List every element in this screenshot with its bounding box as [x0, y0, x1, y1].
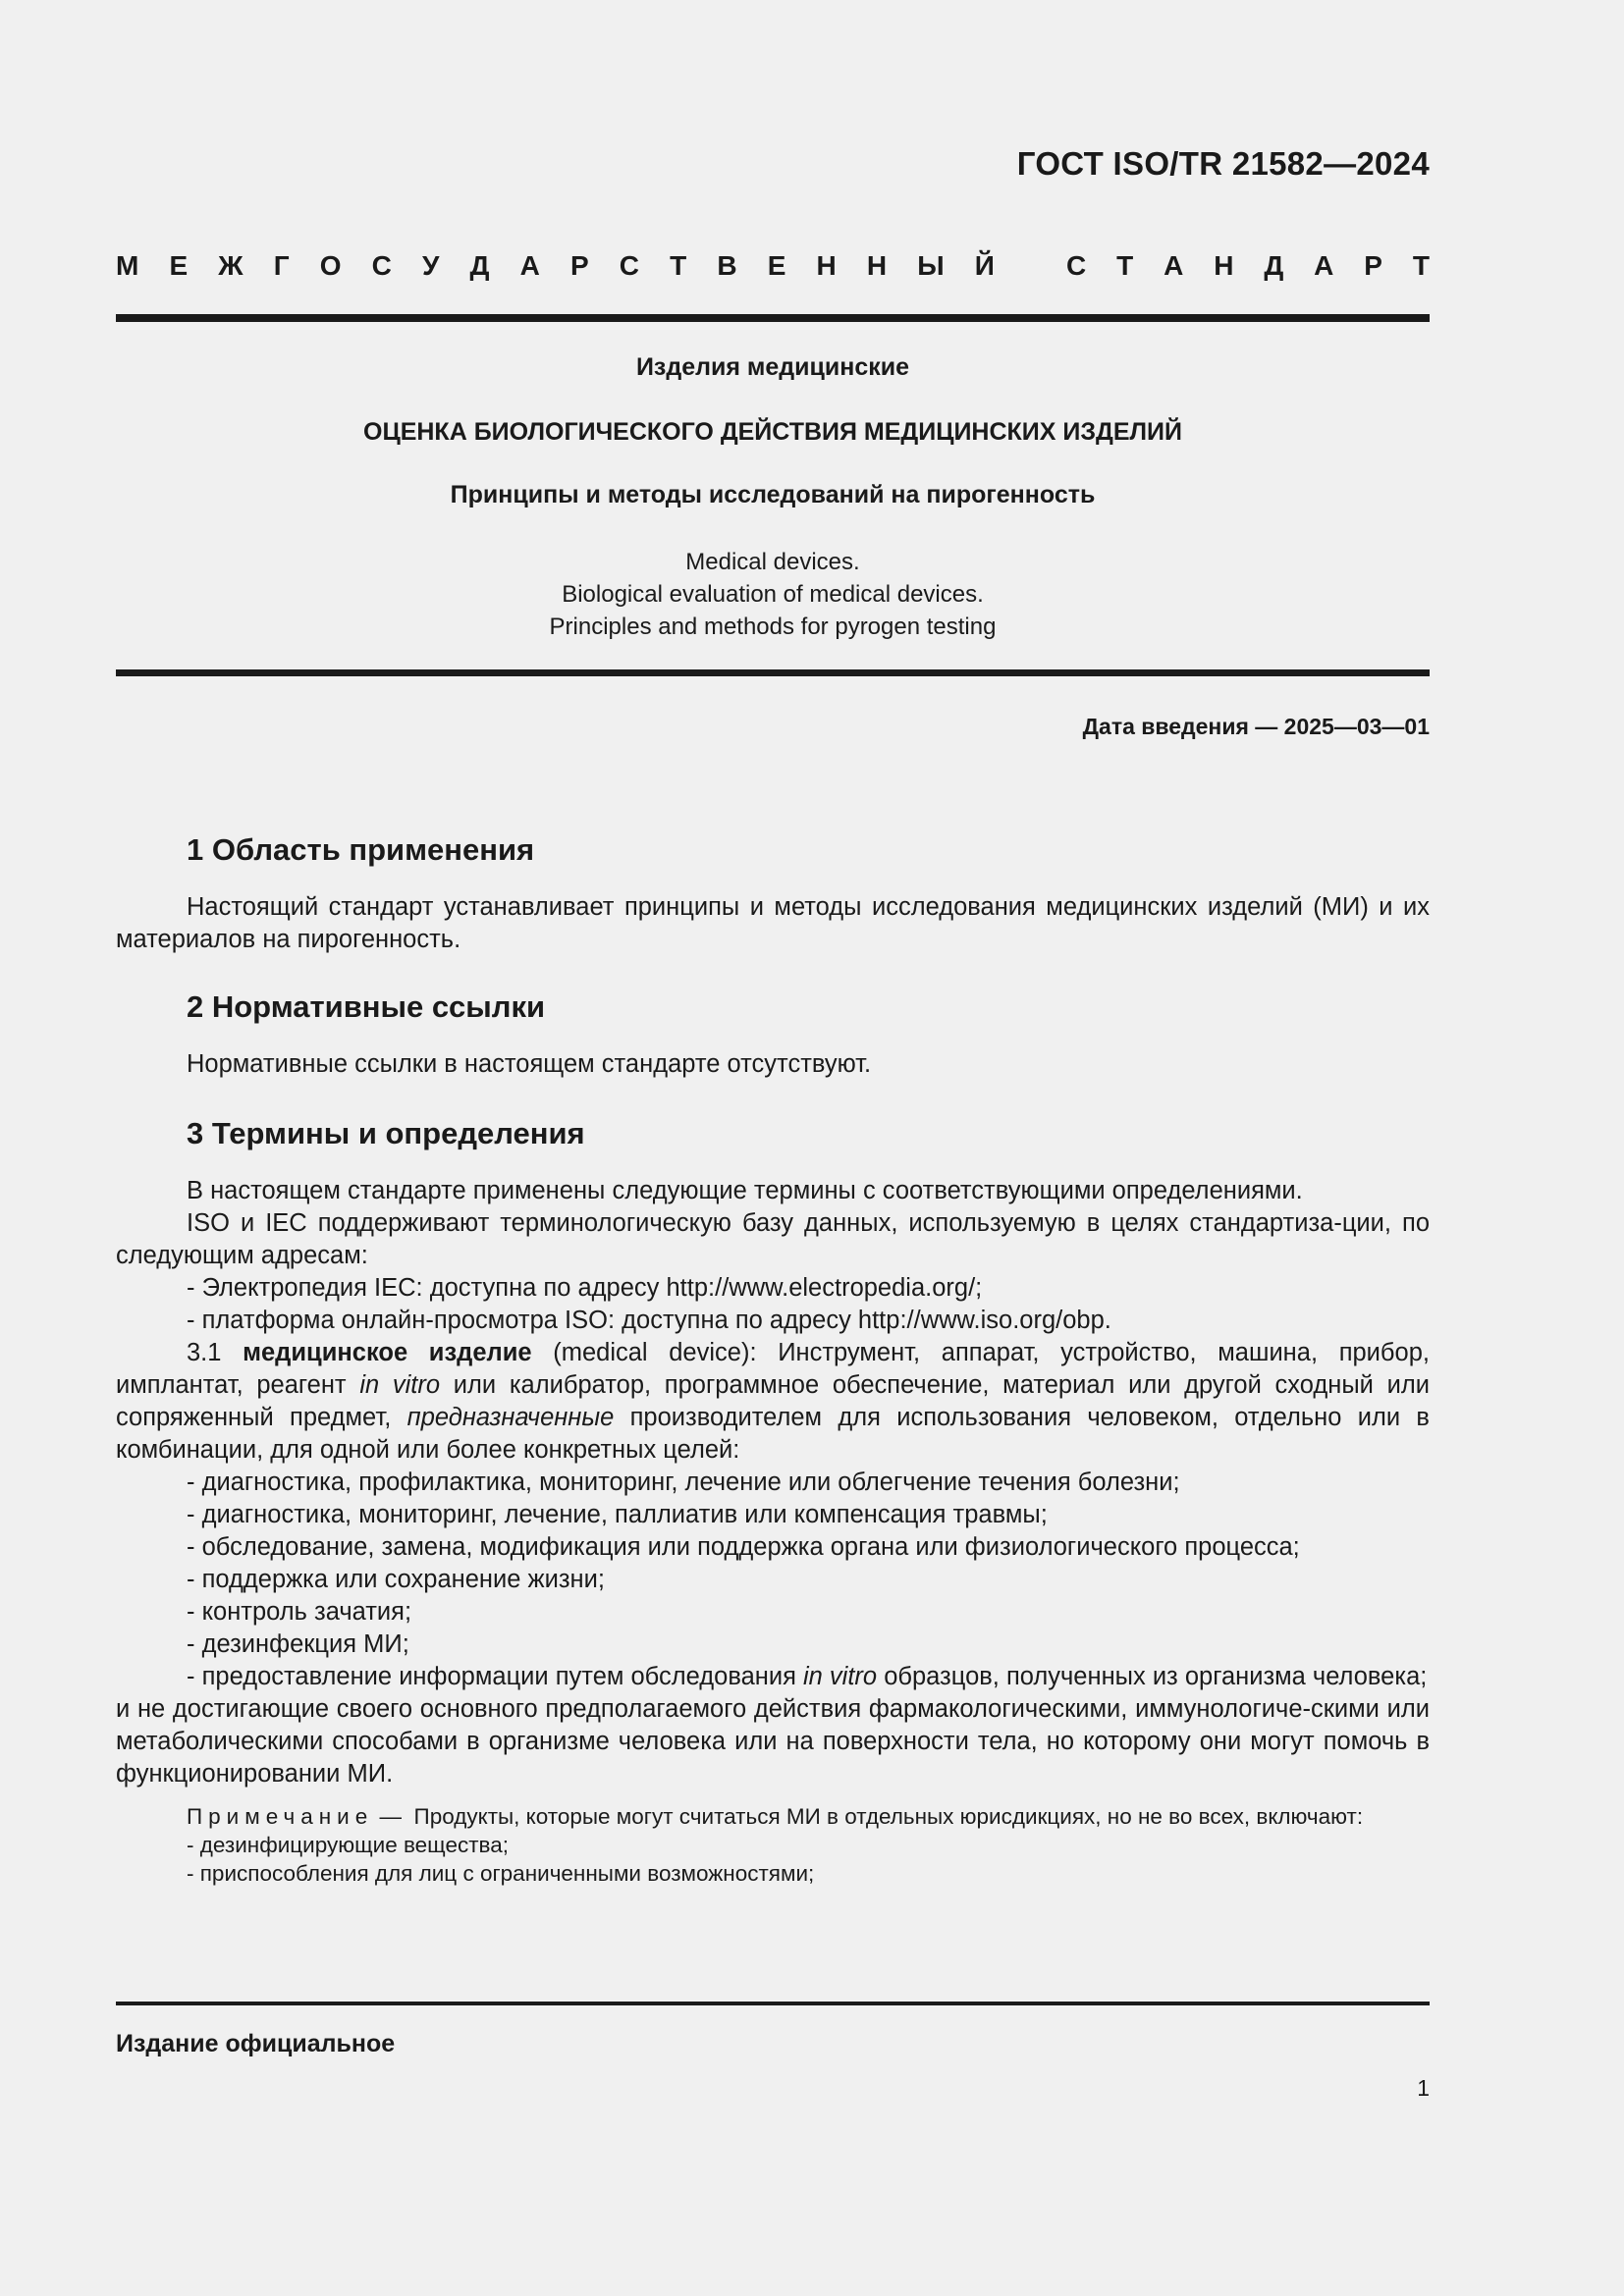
banner-letter: В	[717, 250, 737, 281]
banner-letter: Й	[974, 250, 995, 281]
title-rule	[116, 669, 1430, 676]
banner-letter: Д	[469, 250, 490, 281]
page-number: 1	[1417, 2075, 1430, 2101]
banner-letter: Е	[767, 250, 786, 281]
term-text: производителем для использования человеком, отдельно или в комбинации, для одной или более конкретных целей:	[116, 1404, 1430, 1464]
banner-letter: Н	[866, 250, 888, 281]
banner-word-interstate	[116, 250, 995, 282]
term-number: 3.1	[187, 1339, 222, 1366]
list-item	[116, 1661, 1430, 1693]
section-2-body	[116, 1048, 1430, 1081]
section-2-heading: 2 Нормативные ссылки	[187, 989, 546, 1024]
banner-letter: Т	[670, 250, 687, 281]
section-1-body	[116, 891, 1430, 956]
standard-number: ГОСТ ISO/TR 21582—2024	[1016, 145, 1430, 182]
title-sub: Принципы и методы исследований на пирогенность	[450, 481, 1096, 508]
paragraph: ISO и IEC поддерживают терминологическую базу данных, используемую в целях стандартиза-ции, по следующим адресам:	[116, 1209, 1430, 1269]
note-item: - дезинфицирующие вещества;	[187, 1833, 509, 1857]
paragraph: Нормативные ссылки в настоящем стандарте отсутствуют.	[187, 1050, 872, 1078]
banner-letter: С	[1066, 250, 1087, 281]
note-text: Продукты, которые могут считаться МИ в отдельных юрисдикциях, но не во всех, включают:	[413, 1804, 1364, 1829]
term-definition	[116, 1337, 1430, 1467]
banner-letter: Р	[1364, 250, 1382, 281]
note-dash: —	[379, 1804, 402, 1829]
list-item-text: - предоставление информации путем обследования	[187, 1663, 796, 1690]
header-rule	[116, 314, 1430, 322]
banner-letter: Т	[1412, 250, 1430, 281]
term-text: (medical device): Инструмент, аппарат, устройство, машина, прибор, имплантат, реагент	[116, 1339, 1430, 1399]
list-item: - поддержка или сохранение жизни;	[187, 1566, 605, 1593]
term: медицинское изделие	[243, 1339, 532, 1366]
official-edition: Издание официальное	[116, 2030, 396, 2057]
banner-letter: А	[1314, 250, 1334, 281]
note	[116, 1802, 1430, 1888]
banner-letter: Т	[1116, 250, 1134, 281]
list-item: - дезинфекция МИ;	[187, 1630, 409, 1658]
title-english-line: Medical devices.	[685, 549, 860, 575]
banner-letter: Р	[569, 250, 589, 281]
note-label: Примечание	[187, 1804, 374, 1829]
banner-letter: Е	[169, 250, 189, 281]
banner-letter: С	[371, 250, 392, 281]
in-vitro-term: in vitro	[359, 1371, 441, 1399]
title-english	[116, 546, 1430, 643]
paragraph: В настоящем стандарте применены следующие термины с соответствующими определениями.	[187, 1177, 1303, 1204]
paragraph: и не достигающие своего основного предполагаемого действия фармакологическими, иммунологиче-скими или метаболическими способами в организме человека или на поверхности тела, но которому они могут помочь в функционировании МИ.	[116, 1695, 1430, 1788]
interstate-standard-banner	[116, 250, 1430, 282]
list-item: - обследование, замена, модификация или поддержка органа или физиологического процесса;	[187, 1533, 1300, 1561]
list-item: - Электропедия IEC: доступна по адресу http://www.electropedia.org/;	[187, 1274, 983, 1302]
note-item: - приспособления для лиц с ограниченными возможностями;	[187, 1861, 815, 1886]
banner-letter: А	[1164, 250, 1184, 281]
banner-letter: Ж	[218, 250, 244, 281]
title-group: Изделия медицинские	[635, 353, 910, 381]
list-item-text: образцов, полученных из организма человека;	[884, 1663, 1428, 1690]
banner-letter: Ы	[917, 250, 945, 281]
term-text: или калибратор, программное обеспечение, материал или другой сходный или сопряженный предмет,	[116, 1371, 1430, 1431]
banner-letter: У	[421, 250, 440, 281]
title-english-line: Principles and methods for pyrogen testing	[549, 614, 997, 640]
paragraph: Настоящий стандарт устанавливает принципы и методы исследования медицинских изделий (МИ) и их материалов на пирогенность.	[116, 893, 1430, 953]
banner-letter: О	[319, 250, 342, 281]
banner-letter: Д	[1264, 250, 1284, 281]
introduction-date: Дата введения — 2025—03—01	[1082, 714, 1430, 739]
list-item: - платформа онлайн-просмотра ISO: доступна по адресу http://www.iso.org/obp.	[187, 1307, 1111, 1334]
note-paragraph	[116, 1802, 1430, 1831]
banner-letter: М	[116, 250, 139, 281]
section-1-heading: 1 Область применения	[187, 832, 535, 867]
section-3-heading: 3 Термины и определения	[187, 1116, 585, 1150]
banner-letter: Г	[273, 250, 290, 281]
banner-letter: Н	[1214, 250, 1234, 281]
banner-word-standard	[1066, 250, 1430, 282]
title-english-line: Biological evaluation of medical devices.	[562, 581, 984, 608]
banner-letter: С	[619, 250, 639, 281]
banner-letter: А	[519, 250, 540, 281]
section-3-body	[116, 1175, 1430, 1888]
footer-rule	[116, 2002, 1430, 2005]
document-page	[116, 0, 1430, 2296]
list-item: - контроль зачатия;	[187, 1598, 412, 1626]
intended-term: предназначенные	[406, 1404, 615, 1431]
list-item: - диагностика, профилактика, мониторинг, лечение или облегчение течения болезни;	[187, 1468, 1180, 1496]
in-vitro-term: in vitro	[802, 1663, 878, 1690]
title-main: ОЦЕНКА БИОЛОГИЧЕСКОГО ДЕЙСТВИЯ МЕДИЦИНСКИХ ИЗДЕЛИЙ	[363, 418, 1182, 446]
list-item: - диагностика, мониторинг, лечение, паллиатив или компенсация травмы;	[187, 1501, 1048, 1528]
banner-letter: Н	[816, 250, 837, 281]
